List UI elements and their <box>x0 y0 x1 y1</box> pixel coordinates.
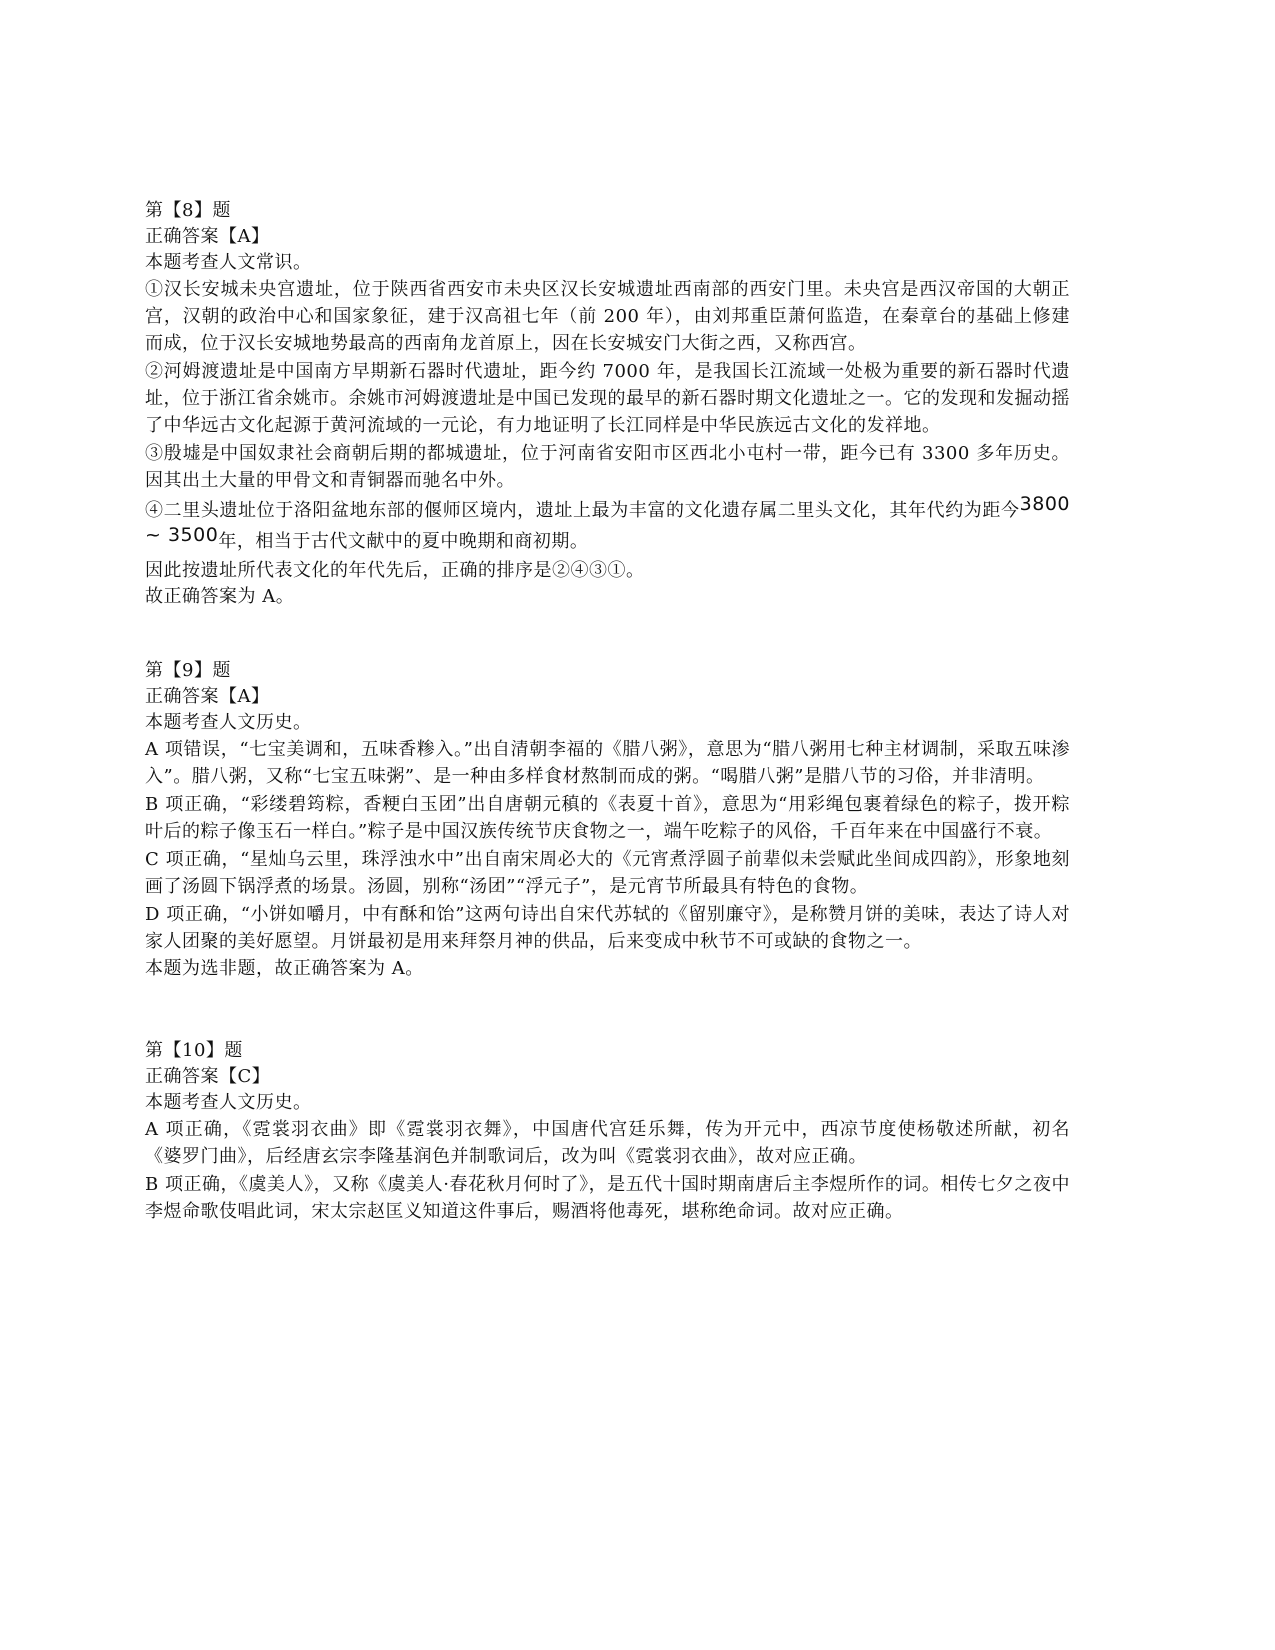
option-explanation-a: A 项错误，“七宝美调和，五味香糁入。”出自清朝李福的《腊八粥》，意思为“腊八粥用七种主材调制，采取五味渗入”。腊八粥，又称“七宝五味粥”、是一种由多样食材熬制而成的粥。“喝腊八粥”是腊八节的习俗，并非清明。 <box>145 739 1070 787</box>
correct-answer: 正确答案【A】 <box>145 686 270 707</box>
final-answer: 故正确答案为 A。 <box>145 586 295 607</box>
explanation-paragraph: ②河姆渡遗址是中国南方早期新石器时代遗址，距今约 7000 年，是我国长江流域一处极为重要的新石器时代遗址，位于浙江省余姚市。余姚市河姆渡遗址是中国已发现的最早的新石器时期文化遗址之一。它的发现和发掘动摇了中华远古文化起源于黄河流域的一元论，有力地证明了长江同样是中华民族远古文化的发祥地。 <box>145 361 1070 436</box>
question-8 <box>145 198 1070 610</box>
question-topic: 本题考查人文常识。 <box>145 252 312 273</box>
question-topic: 本题考查人文历史。 <box>145 1092 312 1113</box>
spacer <box>145 982 1070 1038</box>
question-title: 第【9】题 <box>145 660 231 681</box>
question-9 <box>145 658 1070 982</box>
question-title: 第【10】题 <box>145 1040 243 1061</box>
year-range: 3800 ~ 3500 <box>145 493 1070 546</box>
option-explanation-c: C 项正确，“星灿乌云里，珠浮浊水中”出自南宋周必大的《元宵煮浮圆子前辈似未尝赋此坐间成四韵》，形象地刻画了汤圆下锅浮煮的场景。汤圆，别称“汤团”“浮元子”，是元宵节所最具有特色的食物。 <box>145 849 1070 897</box>
option-explanation-b: B 项正确，《虞美人》，又称《虞美人·春花秋月何时了》，是五代十国时期南唐后主李煜所作的词。相传七夕之夜中李煜命歌伎唱此词，宋太宗赵匡义知道这件事后，赐酒将他毒死，堪称绝命词。故对应正确。 <box>145 1174 1070 1222</box>
conclusion: 因此按遗址所代表文化的年代先后，正确的排序是②④③①。 <box>145 560 645 581</box>
explanation-paragraph <box>145 495 1070 557</box>
question-10 <box>145 1038 1070 1225</box>
question-title: 第【8】题 <box>145 200 231 221</box>
document-page <box>145 198 1070 1226</box>
final-answer: 本题为选非题，故正确答案为 A。 <box>145 958 424 979</box>
correct-answer: 正确答案【C】 <box>145 1066 271 1087</box>
paragraph-text: ④二里头遗址位于洛阳盆地东部的偃师区境内，遗址上最为丰富的文化遗存属二里头文化，其年代约为距今 <box>145 500 1020 521</box>
spacer <box>145 610 1070 658</box>
explanation-paragraph: ③殷墟是中国奴隶社会商朝后期的都城遗址，位于河南省安阳市区西北小屯村一带，距今已有 3300 多年历史。因其出土大量的甲骨文和青铜器而驰名中外。 <box>145 443 1070 491</box>
correct-answer: 正确答案【A】 <box>145 226 270 247</box>
explanation-paragraph: ①汉长安城未央宫遗址，位于陕西省西安市未央区汉长安城遗址西南部的西安门里。未央宫是西汉帝国的大朝正宫，汉朝的政治中心和国家象征，建于汉高祖七年（前 200 年），由刘邦重臣萧何监造，在秦章台的基础上修建而成，位于汉长安城地势最高的西南角龙首原上，因在长安城安门大街之西，又称西宫。 <box>145 279 1070 354</box>
option-explanation-b: B 项正确，“彩缕碧筠粽，香粳白玉团”出自唐朝元稹的《表夏十首》，意思为“用彩绳包裹着绿色的粽子，拨开粽叶后的粽子像玉石一样白。”粽子是中国汉族传统节庆食物之一，端午吃粽子的风俗，千百年来在中国盛行不衰。 <box>145 794 1070 842</box>
option-explanation-d: D 项正确，“小饼如嚼月，中有酥和饴”这两句诗出自宋代苏轼的《留别廉守》，是称赞月饼的美味，表达了诗人对家人团聚的美好愿望。月饼最初是用来拜祭月神的供品，后来变成中秋节不可或缺的食物之一。 <box>145 904 1070 952</box>
paragraph-text: 年，相当于古代文献中的夏中晚期和商初期。 <box>218 531 589 552</box>
question-topic: 本题考查人文历史。 <box>145 712 312 733</box>
option-explanation-a: A 项正确，《霓裳羽衣曲》即《霓裳羽衣舞》，中国唐代宫廷乐舞，传为开元中，西凉节度使杨敬述所献，初名《婆罗门曲》，后经唐玄宗李隆基润色并制歌词后，改为叫《霓裳羽衣曲》，故对应正确。 <box>145 1119 1070 1167</box>
